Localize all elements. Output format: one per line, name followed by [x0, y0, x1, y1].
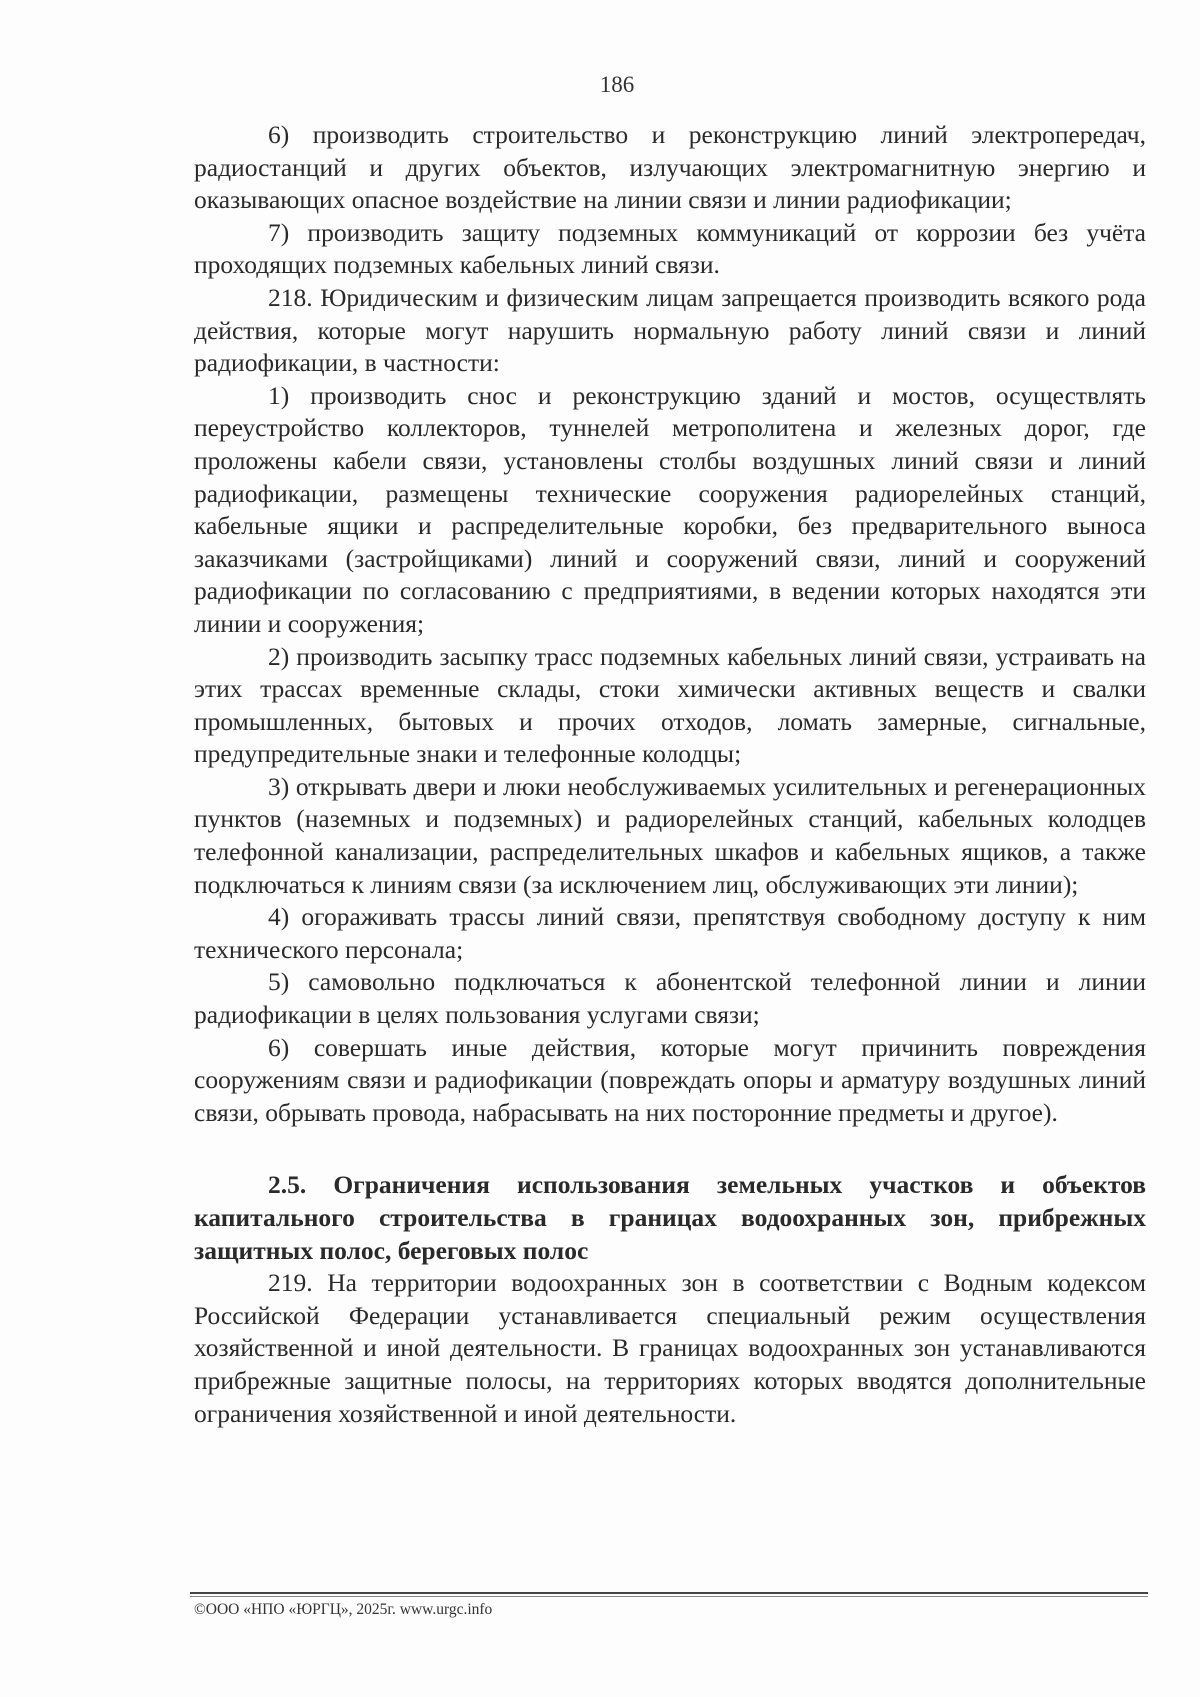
page-number: 186 — [599, 72, 635, 97]
paragraph-218-item-5: 5) самовольно подключаться к абонентской телефонной линии и линии радиофикации в целях пользования услугами связи; — [194, 967, 1146, 1030]
body-text — [194, 119, 1146, 1430]
paragraph-item-7-corrosion: 7) производить защиту подземных коммуникаций от коррозии без учёта проходящих подземных кабельных линий связи. — [194, 217, 1146, 280]
paragraph-218-item-4: 4) огораживать трассы линий связи, препятствуя свободному доступу к ним технического персонала; — [194, 902, 1146, 964]
paragraph-218-item-2: 2) производить засыпку трасс подземных кабельных линий связи, устраивать на этих трассах временные склады, стоки химически активных веществ и свалки промышленных, бытовых и прочих отходов, ломать замерные, сигнальные, предупредительные знаки и телефонные колодцы; — [194, 641, 1146, 769]
section-heading: 2.5. Ограничения использования земельных участков и объектов капитального строительства в границах водоохранных зон, прибрежных защитных полос, береговых полос — [194, 1170, 1146, 1265]
paragraph-219: 219. На территории водоохранных зон в соответствии с Водным кодексом Российской Федерации устанавливается специальный режим осуществления хозяйственной и иной деятельности. В границах водоохранных зон устанавливаются прибрежные защитные полосы, на территориях которых вводятся дополнительные ограничения хозяйственной и иной деятельности. — [194, 1268, 1146, 1428]
paragraph-item-6-construction: 6) производить строительство и реконструкцию линий электропередач, радиостанций и других объектов, излучающих электромагнитную энергию и оказывающих опасное воздействие на линии связи и линии радиофикации; — [194, 120, 1146, 215]
footer-divider — [190, 1592, 1148, 1594]
footer-divider-thin — [190, 1596, 1148, 1597]
footer-copyright: ©ООО «НПО «ЮРГЦ», 2025г. www.urgc.info — [194, 1601, 493, 1618]
paragraph-218-item-6: 6) совершать иные действия, которые могут причинить повреждения сооружениям связи и радиофикации (повреждать опоры и арматуру воздушных линий связи, обрывать провода, набрасывать на них посторонние предметы и другое). — [194, 1032, 1146, 1127]
paragraph-218-item-1: 1) производить снос и реконструкцию зданий и мостов, осуществлять переустройство коллекторов, туннелей метрополитена и железных дорог, где проложены кабели связи, установлены столбы воздушных линий связи и линий радиофикации, размещены технические сооружения радиорелейных станций, кабельные ящики и распределительные коробки, без предварительного выноса заказчиками (застройщиками) линий и сооружений связи, линий и сооружений радиофикации по согласованию с предприятиями, в ведении которых находятся эти линии и сооружения; — [194, 380, 1146, 638]
paragraph-218-item-3: 3) открывать двери и люки необслуживаемых усилительных и регенерационных пунктов (наземных и подземных) и радиорелейных станций, кабельных колодцев телефонной канализации, распределительных шкафов и кабельных ящиков, а также подключаться к линиям связи (за исключением лиц, обслуживающих эти линии); — [194, 771, 1146, 899]
paragraph-218: 218. Юридическим и физическим лицам запрещается производить всякого рода действия, которые могут нарушить нормальную работу линий связи и линий радиофикации, в частности: — [194, 282, 1146, 378]
